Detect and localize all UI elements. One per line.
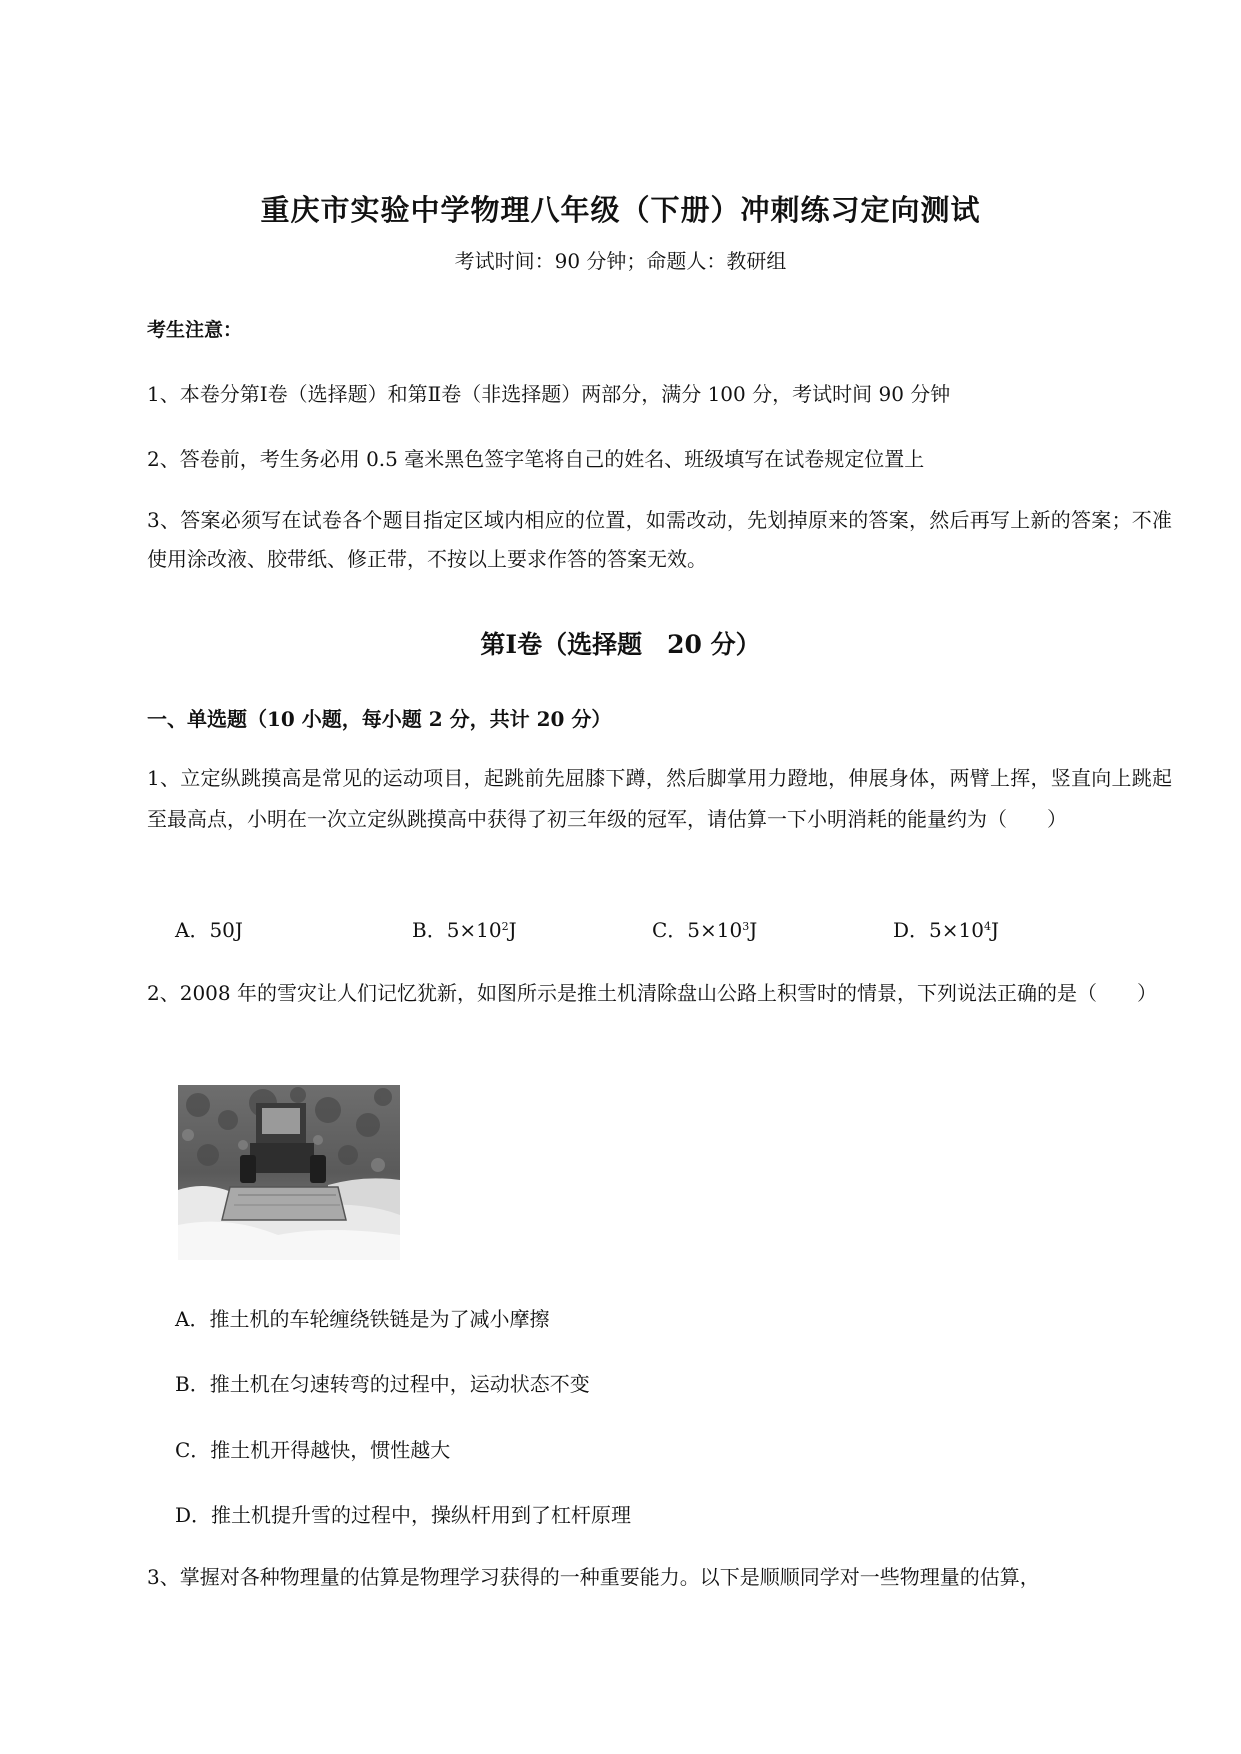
section-title: 第Ⅰ卷（选择题 20 分） — [480, 630, 761, 659]
question-1-option-c: C．$5\times 10^3J$ — [652, 918, 758, 942]
page-title: 重庆市实验中学物理八年级（下册）冲刺练习定向测试 — [260, 193, 981, 227]
exam-info: 考试时间：90 分钟；命题人：教研组 — [454, 249, 787, 273]
question-2-text: 2、2008 年的雪灾让人们记忆犹新，如图所示是推土机清除盘山公路上积雪时的情景，下列说法正确的是（ ） — [147, 981, 1157, 1005]
question-1-option-d: D．$5\times 10^4J$ — [893, 918, 999, 942]
bulldozer-photo — [178, 1085, 400, 1260]
question-2-option-b: B．推土机在匀速转弯的过程中，运动状态不变 — [175, 1372, 590, 1396]
question-2-option-a: A．推土机的车轮缠绕铁链是为了减小摩擦 — [175, 1307, 550, 1331]
question-1-text: 1、立定纵跳摸高是常见的运动项目，起跳前先屈膝下蹲，然后脚掌用力蹬地，伸展身体，两臂上挥，竖直向上跳起至最高点，小明在一次立定纵跳摸高中获得了初三年级的冠军，请估算一下小明消耗的能量约为（ ） — [147, 766, 1172, 831]
question-1-option-a: A．50J — [175, 918, 243, 942]
question-2-option-c: C．推土机开得越快，惯性越大 — [175, 1438, 451, 1462]
notice-item-1: 1、本卷分第Ⅰ卷（选择题）和第Ⅱ卷（非选择题）两部分，满分 100 分，考试时间 90 分钟 — [147, 382, 951, 406]
notice-item-3: 3、答案必须写在试卷各个题目指定区域内相应的位置，如需改动，先划掉原来的答案，然后再写上新的答案；不准使用涂改液、胶带纸、修正带，不按以上要求作答的答案无效。 — [147, 508, 1172, 571]
question-3-text: 3、掌握对各种物理量的估算是物理学习获得的一种重要能力。以下是顺顺同学对一些物理量的估算， — [147, 1565, 1040, 1589]
question-1-option-b: B．$5\times 10^2J$ — [412, 918, 517, 942]
notice-item-2: 2、答卷前，考生务必用 0.5 毫米黑色签字笔将自己的姓名、班级填写在试卷规定位置上 — [147, 447, 925, 471]
notice-heading: 考生注意： — [147, 319, 243, 341]
question-2-option-d: D．推土机提升雪的过程中，操纵杆用到了杠杆原理 — [175, 1503, 632, 1527]
part-heading: 一、单选题（10 小题，每小题 2 分，共计 20 分） — [147, 707, 612, 731]
